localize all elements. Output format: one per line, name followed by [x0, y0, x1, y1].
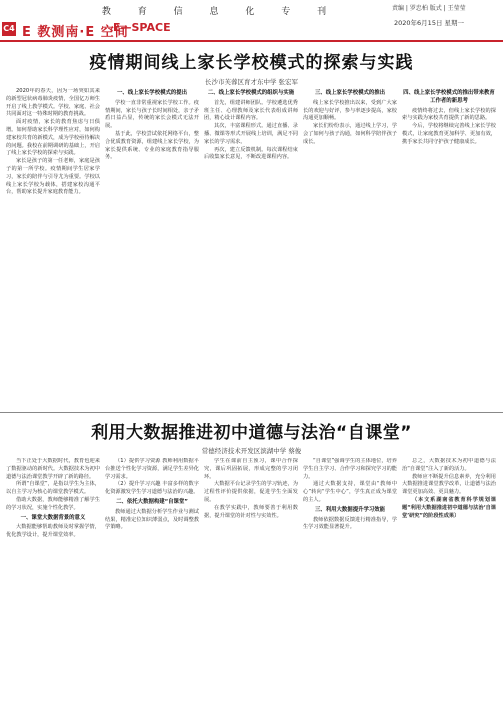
paragraph: 所谓“自课堂”，是指以学生为主体，以自主学习为核心的课堂教学模式。 — [6, 481, 100, 496]
section-title-en: E—SPACE — [113, 21, 171, 34]
paper-title: 教 育 信 息 化 专 刊 — [101, 7, 339, 17]
section-heading: 四、线上家长学校模式的推出带来教育工作者的新思考 — [403, 90, 495, 104]
paragraph: 学生在课前自主预习，课中合作探究，课后巩固拓展，形成完整的学习闭环。 — [204, 458, 298, 480]
section-heading: 二、依托大数据构建“自课堂” — [116, 498, 188, 505]
paragraph: 大数据平台记录学生的学习轨迹，为过程性评价提供依据，促进学生全面发展。 — [204, 481, 298, 503]
article1-headline: 疫情期间线上家长学校模式的探索与实践 — [89, 53, 414, 73]
article2-byline: 常德经济技术开发区滨湖中学 蔡俊 — [201, 447, 302, 455]
paragraph: 学校一直非常重视家长学校工作。疫情期间，家长与孩子长时间相处，亲子矛盾日益凸显，传统的家长会模式无法开展。 — [105, 99, 199, 130]
issue-date: 2020年6月15日 星期一 — [394, 19, 465, 27]
paragraph: 其次，丰富课程形式。通过直播、录播、微课等形式开展线上培训，满足不同家长的学习需求。 — [204, 123, 298, 145]
article1-body — [6, 88, 496, 408]
article2-column — [402, 458, 496, 724]
article2-column — [204, 458, 298, 724]
paragraph: 教师依据数据反馈进行精准指导，学生学习效能显著提升。 — [303, 516, 397, 531]
paragraph: 通过大数据支持，课堂由“教师中心”转向“学生中心”，学生真正成为课堂的主人。 — [303, 481, 397, 503]
paragraph: 借助大数据，教师能够精准了解学生的学习状况，实施个性化教学。 — [6, 496, 100, 511]
paragraph: 大数据能够帮助教师及时掌握学情，优化教学设计，提升课堂效率。 — [6, 524, 100, 539]
section-heading: 二、线上家长学校模式的组织与实施 — [207, 90, 295, 96]
paragraph: 首先，组建讲师团队。学校遴选优秀班主任、心理教师及家长代表组成讲师团，精心设计课程内容。 — [204, 99, 298, 122]
section-heading: 三、利用大数据提升学习效能 — [314, 506, 386, 513]
article2-column — [303, 458, 397, 724]
article-divider — [0, 412, 503, 413]
paragraph: 基于此，学校尝试依托网络平台，整合优质教育资源，组建线上家长学校，为家长提供系统、专业的家庭教育指导服务。 — [105, 130, 199, 161]
article2-body — [6, 458, 496, 724]
paragraph: 2020年的春天，因为一场突如其来的新型冠状病毒肺炎疫情，全国亿万师生开启了线上教学模式。学校、家庭、社会共同面对这一特殊时期的教育挑战。 — [6, 88, 100, 118]
article1-column — [105, 88, 199, 408]
paragraph: 当下正处于大数据时代，教育也迎来了数据驱动的新时代。大数据技术为初中道德与法治课堂教学开辟了新的路径。 — [6, 458, 100, 480]
article-footnote: （本文系湖南省教育科学规划课题“利用大数据推进初中道德与法治‘自课堂’研究”的阶段性成果） — [402, 496, 496, 519]
article2-column — [6, 458, 100, 724]
paragraph: 总之，大数据技术为初中道德与法治“自课堂”注入了新的活力。 — [402, 458, 496, 472]
paragraph: 在教学实践中，教师要善于利用数据，提升课堂的针对性与实效性。 — [204, 504, 298, 519]
article2-column — [105, 458, 199, 724]
paragraph: 教师通过大数据分析学生作业与测试结果，精准定位知识薄弱点，及时调整教学策略。 — [105, 508, 199, 531]
page-code-badge: C4 — [2, 22, 16, 36]
paragraph: 线上家长学校推出以来，受到广大家长的欢迎与好评，参与率逐步提高，家校沟通更加顺畅。 — [303, 99, 397, 122]
article1-column — [6, 88, 100, 408]
section-heading: 一、课堂大数据背景的意义 — [20, 514, 86, 521]
paragraph: 家长们纷纷表示，通过线上学习，学会了如何与孩子沟通，如何科学陪伴孩子成长。 — [303, 123, 397, 145]
article1-byline: 长沙市芙蓉区育才东中学 张宏军 — [204, 78, 299, 86]
paragraph: （1）提供学习资源 教师利用数据平台推送个性化学习资源，满足学生差异化学习需求。 — [105, 458, 199, 480]
paragraph: 面对疫情，家长的教育焦虑与日俱增。如何帮助家长科学理性应对，如何构建家校共育的新模式，成为学校亟待解决的问题。我校在前期调研的基础上，开启了线上家长学校的探索与实践。 — [6, 119, 100, 157]
article1-column — [303, 88, 397, 408]
section-heading: 一、线上家长学校模式的提出 — [116, 90, 188, 96]
paragraph: （2）提升学习兴趣 丰富多样的数字化资源激发学生学习道德与法治的兴趣。 — [105, 481, 199, 496]
paragraph: 教师应不断提升信息素养，充分利用大数据推进课堂教学改革，让道德与法治课堂更加高效、更具魅力。 — [402, 473, 496, 496]
article1-column — [402, 88, 496, 408]
paragraph: 今后，学校将继续完善线上家长学校模式，让家庭教育更加科学、更加有效，携手家长共同守护孩子健康成长。 — [402, 123, 496, 145]
paragraph: 家长是孩子的第一任老师，家庭是孩子的第一所学校。疫情期间学生居家学习，家长的陪伴与引导尤为重要。学校以线上家长学校为载体，搭建家校沟通平台，帮助家长提升家庭教育能力。 — [6, 158, 100, 196]
article2-headline: 利用大数据推进初中道德与法治“自课堂” — [91, 423, 412, 443]
masthead — [0, 0, 503, 44]
section-heading: 三、线上家长学校模式的推出 — [314, 90, 386, 96]
masthead-rule — [0, 40, 503, 42]
section-title: E 教测南·E 空间 — [22, 25, 129, 40]
editor-credits: 责编 | 罗忠柏 版式 | 王莹莹 — [392, 5, 466, 12]
article1-column — [204, 88, 298, 408]
paragraph: “自课堂”强调学生的主体地位，培养学生自主学习、合作学习和探究学习的能力。 — [303, 458, 397, 480]
paragraph: 疫情终将过去，但线上家长学校的探索与实践为家校共育提供了新的思路。 — [402, 107, 496, 122]
paragraph: 再次，建立反馈机制。每次课程结束后收集家长意见，不断改进课程内容。 — [204, 146, 298, 161]
